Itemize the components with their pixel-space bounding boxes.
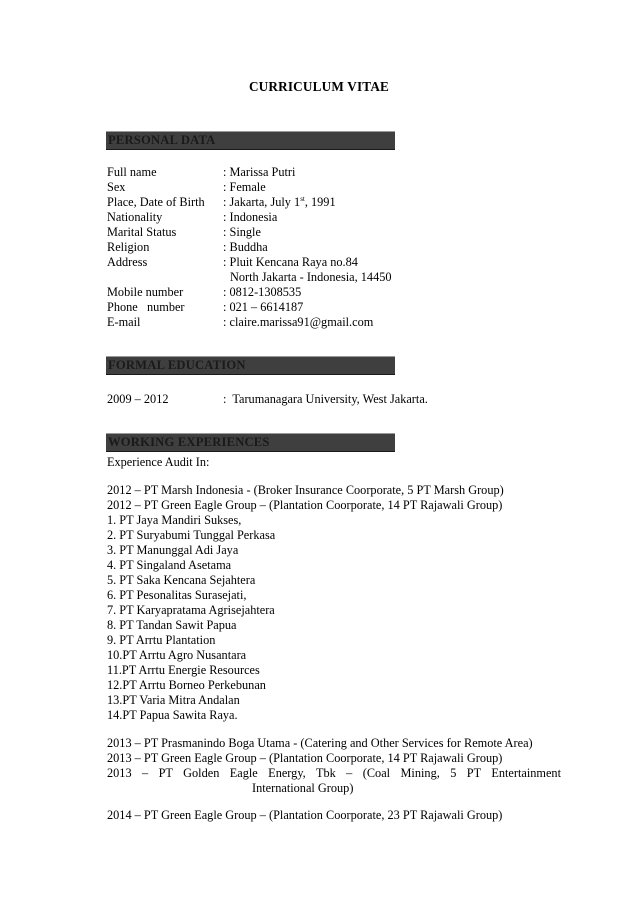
work-line: 13.PT Varia Mitra Andalan: [107, 693, 240, 707]
field-value: : Buddha: [223, 240, 268, 254]
field-label: Religion: [107, 240, 150, 254]
field-value-continued: North Jakarta - Indonesia, 14450: [230, 270, 392, 284]
field-label: Mobile number: [107, 285, 184, 299]
work-intro: Experience Audit In:: [107, 455, 210, 469]
field-value: : Jakarta, July 1st, 1991: [223, 195, 336, 209]
section-heading-work: WORKING EXPERIENCES: [108, 435, 270, 449]
work-line: 6. PT Pesonalitas Surasejati,: [107, 588, 247, 602]
education-period: 2009 – 2012: [107, 392, 169, 406]
work-line: 12.PT Arrtu Borneo Perkebunan: [107, 678, 266, 692]
field-value: : claire.marissa91@gmail.com: [223, 315, 374, 329]
work-line-continued: International Group): [252, 781, 354, 795]
work-line: 3. PT Manunggal Adi Jaya: [107, 543, 239, 557]
work-line: 2013 – PT Green Eagle Group – (Plantation Coorporate, 14 PT Rajawali Group): [107, 751, 503, 765]
field-label: Nationality: [107, 210, 163, 224]
work-line: 8. PT Tandan Sawit Papua: [107, 618, 237, 632]
work-line: 2012 – PT Green Eagle Group – (Plantation Coorporate, 14 PT Rajawali Group): [107, 498, 503, 512]
field-value: : 021 – 6614187: [223, 300, 304, 314]
work-line: 4. PT Singaland Asetama: [107, 558, 232, 572]
section-heading-personal: PERSONAL DATA: [108, 133, 216, 147]
field-value: : 0812-1308535: [223, 285, 302, 299]
work-line: 7. PT Karyapratama Agrisejahtera: [107, 603, 275, 617]
field-value: : Indonesia: [223, 210, 278, 224]
field-label: Full name: [107, 165, 157, 179]
work-line: 2. PT Suryabumi Tunggal Perkasa: [107, 528, 276, 542]
field-label: E-mail: [107, 315, 141, 329]
section-heading-education: FORMAL EDUCATION: [108, 358, 246, 372]
field-value: : Pluit Kencana Raya no.84: [223, 255, 358, 269]
work-line: 10.PT Arrtu Agro Nusantara: [107, 648, 247, 662]
education-institution: : Tarumanagara University, West Jakarta.: [223, 392, 428, 406]
field-label: Phone number: [107, 300, 185, 314]
work-line: 14.PT Papua Sawita Raya.: [107, 708, 238, 722]
field-value: : Marissa Putri: [223, 165, 296, 179]
field-value: : Female: [223, 180, 266, 194]
work-line: 2014 – PT Green Eagle Group – (Plantation Coorporate, 23 PT Rajawali Group): [107, 808, 503, 822]
work-line: 11.PT Arrtu Energie Resources: [107, 663, 260, 677]
work-line-justified: 2013 – PT Golden Eagle Energy, Tbk – (Coal Mining, 5 PT Entertainment: [107, 766, 561, 780]
field-label: Address: [107, 255, 148, 269]
work-line: 1. PT Jaya Mandiri Sukses,: [107, 513, 242, 527]
work-line: 2013 – PT Prasmanindo Boga Utama - (Catering and Other Services for Remote Area): [107, 736, 533, 750]
field-label: Sex: [107, 180, 126, 194]
page-title: CURRICULUM VITAE: [248, 79, 390, 94]
field-label: Marital Status: [107, 225, 177, 239]
field-label: Place, Date of Birth: [107, 195, 205, 209]
work-line: 2012 – PT Marsh Indonesia - (Broker Insurance Coorporate, 5 PT Marsh Group): [107, 483, 504, 497]
work-line: 5. PT Saka Kencana Sejahtera: [107, 573, 256, 587]
work-line: 9. PT Arrtu Plantation: [107, 633, 216, 647]
field-value: : Single: [223, 225, 261, 239]
